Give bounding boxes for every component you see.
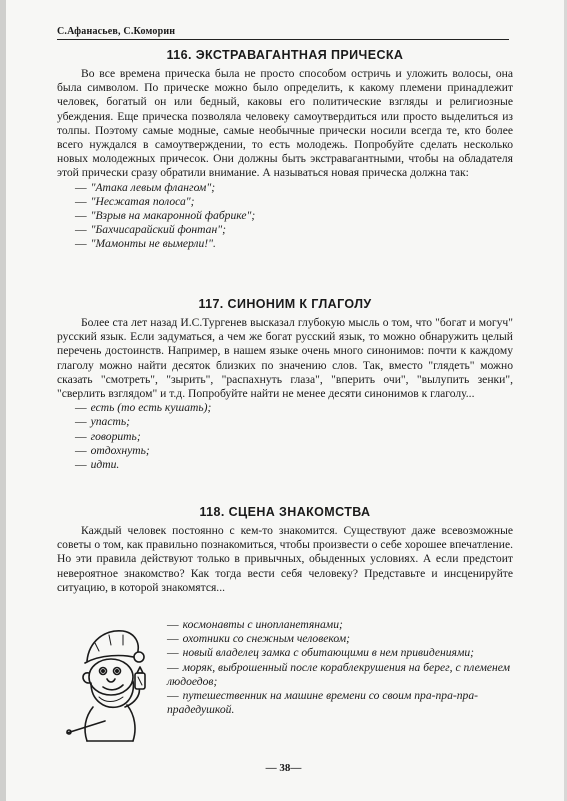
section-title: 118. СЦЕНА ЗНАКОМСТВА (199, 505, 371, 519)
list-item (75, 430, 513, 444)
verb-list (57, 401, 513, 472)
list-item (75, 181, 513, 195)
list-item-text: путешественник на машине времени со своим пра-пра-пра-прадедушкой. (167, 689, 479, 717)
dash: — (167, 646, 179, 660)
section-116 (57, 48, 513, 252)
dash: — (167, 632, 179, 646)
list-item (75, 195, 513, 209)
list-item (75, 444, 513, 458)
dash: — (75, 223, 87, 237)
dash: — (75, 209, 87, 223)
gnome-with-lantern-icon (65, 621, 157, 745)
section-title: 116. ЭКСТРАВАГАНТНАЯ ПРИЧЕСКА (166, 48, 404, 62)
dash: — (75, 429, 87, 443)
list-item (75, 415, 513, 429)
list-item-text: идти. (90, 458, 120, 472)
meeting-list (149, 618, 531, 717)
dash: — (75, 237, 87, 251)
list-item-text: говорить; (90, 429, 141, 443)
list-item (75, 209, 513, 223)
page-number: — 38— (265, 762, 302, 774)
dash: — (75, 443, 87, 457)
dash: — (75, 415, 87, 429)
running-header: С.Афанасьев, С.Коморин (57, 26, 509, 40)
list-item-text: моряк, выброшенный после кораблекрушения на берег, с племенем людоедов; (167, 660, 511, 688)
list-item (167, 661, 531, 689)
list-item (167, 632, 531, 646)
dash: — (75, 194, 87, 208)
list-item-text: отдохнуть; (90, 443, 150, 457)
section-title: 117. СИНОНИМ К ГЛАГОЛУ (198, 297, 372, 311)
list-item (167, 618, 531, 632)
dash: — (167, 660, 179, 674)
list-item (75, 401, 513, 415)
hairstyle-list (57, 181, 513, 252)
section-118 (57, 505, 513, 745)
list-item-text: "Бахчисарайский фонтан"; (90, 223, 226, 237)
dash: — (75, 458, 87, 472)
list-item (167, 689, 531, 717)
list-item-text: есть (то есть кушать); (90, 401, 212, 415)
list-item-text: охотники со снежным человеком; (182, 632, 351, 646)
list-item (75, 458, 513, 472)
list-item-text: "Атака левым флангом"; (90, 180, 216, 194)
list-item (75, 223, 513, 237)
section-text: Более ста лет назад И.С.Тургенев высказал глубокую мысль о том, что "богат и могуч" русский язык. Если задуматься, а чем же богат русский язык, то можно обнаружить целый перечень достоинств. Например, в нашем языке очень много синонимов: почти к каждому глаголу можно найти десяток близких по значению слов. Так, вместо "глядеть" можно сказать "смотреть", "зырить", "распахнуть глаза", "вперить очи", "вылупить зенки", "сверлить взглядом" и т.д. Попробуйте найти не менее десяти синонимов к глаголу... (57, 316, 513, 401)
list-item-text: упасть; (90, 415, 130, 429)
list-item-text: космонавты с инопланетянами; (182, 618, 343, 631)
section-text: Каждый человек постоянно с кем-то знакомится. Существуют даже всевозможные советы о том, как правильно познакомиться, чтобы произвести о себе хорошее впечатление. Но эти правила действуют только в привычных, обыденных условиях. А если предстоит невероятное знакомство? Как тогда вести себя человеку? Представьте и инсценируйте ситуацию, в которой знакомятся... (57, 524, 513, 594)
dash: — (75, 401, 87, 415)
dash: — (167, 618, 179, 631)
dash: — (167, 689, 179, 703)
section-text: Во все времена прическа была не просто способом остричь и уложить волосы, она была символом. По прическе можно было определить, к какому племени принадлежит человек, богатый он или бедный, каковы его политические взгляды и религиозные убеждения. Еще прическа позволяла человеку самоутвердиться или просто выделиться из толпы. Поэтому самые модные, самые необычные прически носили всегда те, кто более всего нуждался в самоутверждении, то есть молодежь. Попробуйте сделать несколько новых молодежных причесок. Они должны быть экстравагантными, чтобы на обладателя этой прически сразу обратили внимание. А называться новая прическа должна так: (57, 67, 513, 180)
dash: — (75, 180, 87, 194)
section-117 (57, 297, 513, 472)
list-item (167, 646, 531, 660)
list-item-text: "Мамонты не вымерли!". (90, 237, 216, 251)
list-item (75, 237, 513, 251)
list-item-text: "Взрыв на макаронной фабрике"; (90, 209, 256, 223)
list-item-text: "Несжатая полоса"; (90, 194, 195, 208)
list-item-text: новый владелец замка с обитающими в нем привидениями; (182, 646, 474, 660)
